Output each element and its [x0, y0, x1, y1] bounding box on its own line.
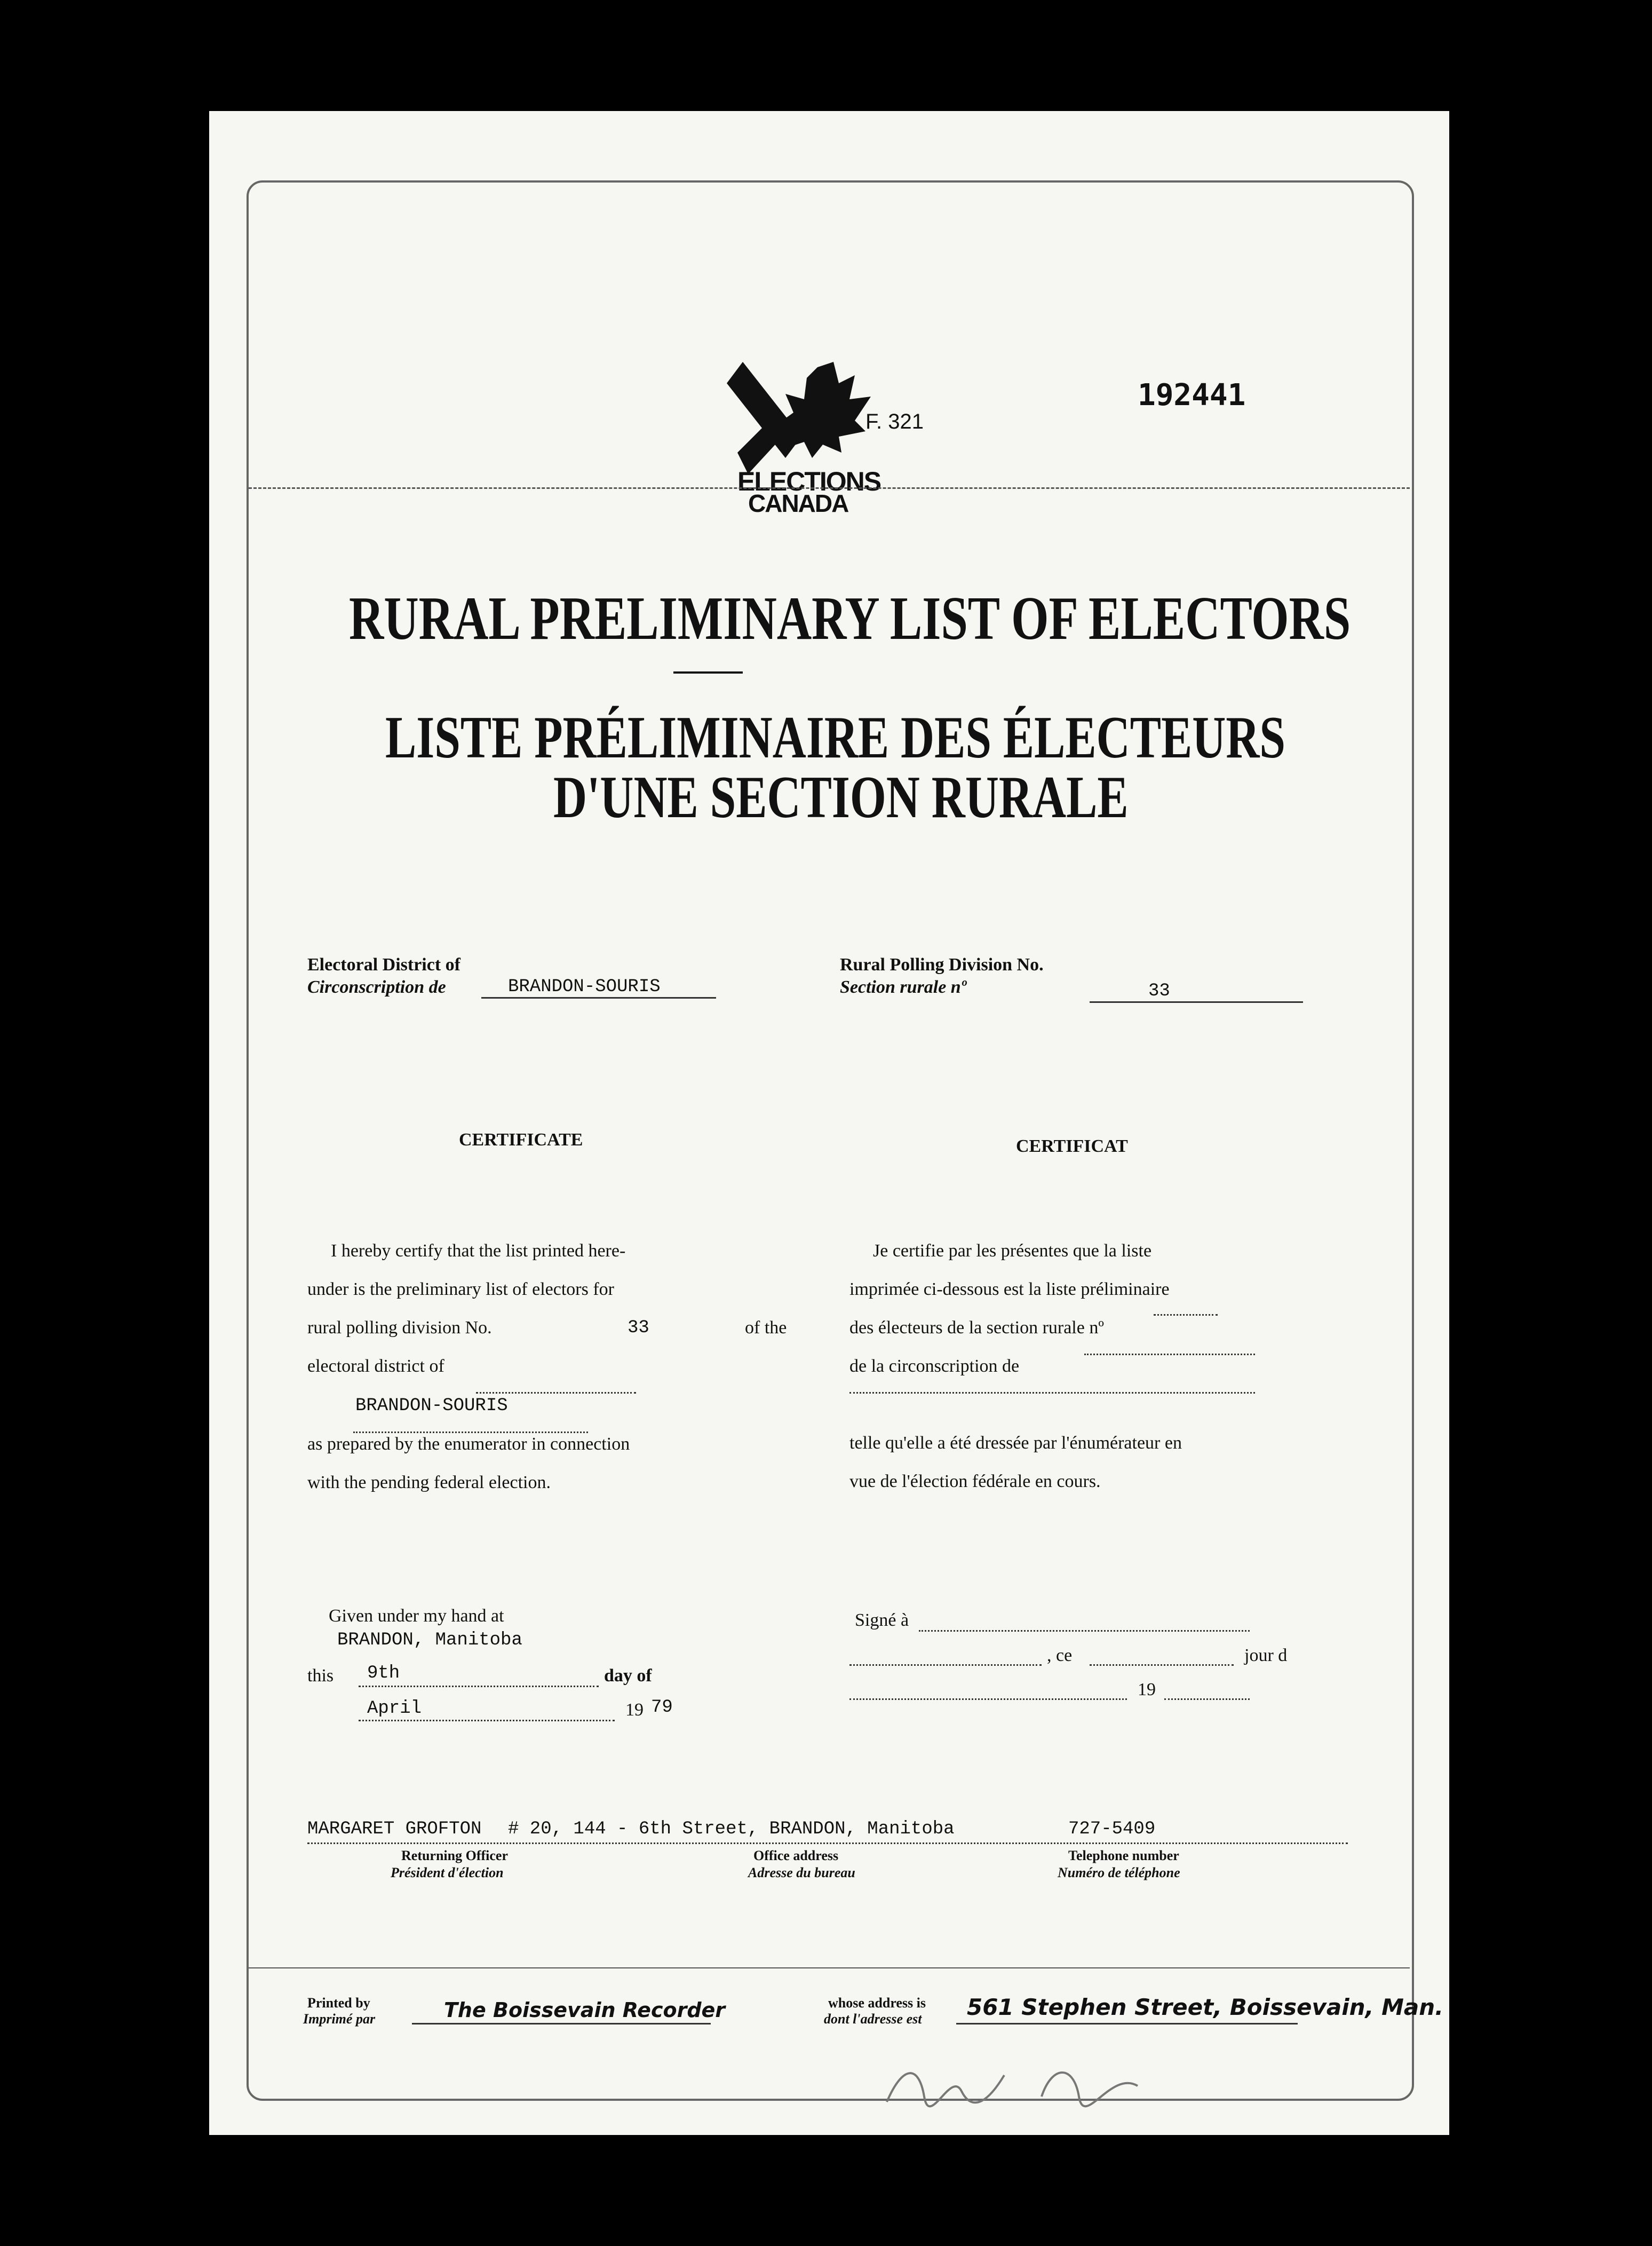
cert-fr-line6: vue de l'élection fédérale en cours.: [849, 1472, 1101, 1491]
printer-name-line: [412, 2023, 711, 2024]
cert-fr-line5: telle qu'elle a été dressée par l'énumérateur en: [849, 1433, 1182, 1453]
printer-address-label-fr: dont l'adresse est: [824, 2011, 922, 2027]
cert-en-dots-district: [476, 1392, 636, 1394]
signed-label: Signé à: [855, 1610, 909, 1630]
form-number: F. 321: [865, 410, 924, 433]
cert-fr-line4: de la circonscription de: [849, 1356, 1020, 1376]
signature-scribble-icon: [881, 2054, 1159, 2118]
year-value: 79: [651, 1697, 673, 1718]
month-dots: [359, 1720, 615, 1721]
certificate-heading-fr: CERTIFICAT: [1016, 1136, 1128, 1156]
year-prefix-en: 19: [625, 1700, 644, 1720]
electoral-district-label-en: Electoral District of: [307, 955, 460, 975]
day-value: 9th: [367, 1663, 400, 1683]
officer-phone: 727-5409: [1068, 1819, 1156, 1839]
printer-name: The Boissevain Recorder: [444, 1998, 726, 2022]
electoral-district-value: BRANDON-SOURIS: [508, 977, 661, 997]
ce-dots-1: [849, 1664, 1042, 1666]
header-divider: [249, 487, 1410, 489]
cert-en-line3: rural polling division No. 33 of the: [307, 1318, 787, 1338]
cert-fr-dots-district2: [849, 1392, 1255, 1394]
signed-dots: [919, 1630, 1250, 1632]
officer-name: MARGARET GROFTON: [307, 1819, 482, 1839]
year-fr-dots: [1164, 1698, 1250, 1700]
telephone-label-en: Telephone number: [1068, 1848, 1179, 1863]
printer-address-label-en: whose address is: [828, 1995, 926, 2011]
ce-dots-2: [1090, 1664, 1234, 1666]
cert-fr-dots-division: [1154, 1314, 1218, 1316]
title-rule: [673, 671, 743, 674]
cert-fr-line3: des électeurs de la section rurale nº: [849, 1318, 1104, 1338]
cert-en-line6: with the pending federal election.: [307, 1473, 551, 1492]
officer-dots: [307, 1842, 1348, 1844]
serial-number: 192441: [1138, 378, 1246, 413]
cert-en-dots-district2: [353, 1432, 588, 1433]
given-label: Given under my hand at: [329, 1606, 504, 1626]
this-label: this: [307, 1666, 334, 1686]
month-value: April: [367, 1698, 422, 1719]
title-french-line1: LISTE PRÉLIMINAIRE DES ÉLECTEURS: [385, 705, 1286, 771]
district-underline: [481, 997, 716, 999]
printed-by-label-en: Printed by: [307, 1995, 370, 2011]
certificate-text-en: [307, 1232, 820, 1502]
day-of-label: day of: [604, 1666, 652, 1686]
officer-address: # 20, 144 - 6th Street, BRANDON, Manitoba: [508, 1819, 955, 1839]
ce-label: , ce: [1047, 1646, 1073, 1665]
polling-division-label-fr: Section rurale nº: [840, 977, 966, 997]
electoral-district-label-fr: Circonscription de: [307, 977, 446, 997]
footer-divider: [249, 1967, 1410, 1968]
title-english: RURAL PRELIMINARY LIST OF ELECTORS: [349, 584, 1351, 653]
printer-address-line: [956, 2023, 1298, 2024]
polling-division-value: 33: [1148, 981, 1170, 1001]
cert-fr-dots-district: [1084, 1354, 1255, 1355]
cert-en-line5: as prepared by the enumerator in connection: [307, 1434, 630, 1454]
office-address-label-fr: Adresse du bureau: [748, 1865, 855, 1880]
certificate-heading-en: CERTIFICATE: [459, 1130, 583, 1150]
agency-name-line1: ELECTIONS: [737, 466, 881, 496]
cert-en-line4: electoral district of: [307, 1356, 444, 1376]
title-french-line2: D'UNE SECTION RURALE: [553, 764, 1129, 831]
month-fr-dots: [849, 1698, 1127, 1700]
cert-fr-line1: Je certifie par les présentes que la liste: [873, 1241, 1152, 1261]
certificate-text-fr: [849, 1232, 1362, 1501]
returning-officer-label-fr: Président d'élection: [391, 1865, 504, 1880]
printer-address: 561 Stephen Street, Boissevain, Man.: [967, 1994, 1444, 2020]
given-place: BRANDON, Manitoba: [337, 1630, 522, 1650]
telephone-label-fr: Numéro de téléphone: [1058, 1865, 1180, 1880]
agency-name-line2: CANADA: [748, 489, 848, 517]
office-address-label-en: Office address: [753, 1848, 839, 1863]
day-dots: [359, 1686, 599, 1687]
cert-en-line4b: BRANDON-SOURIS: [355, 1396, 508, 1416]
document-page: [209, 111, 1449, 2135]
polling-division-label-en: Rural Polling Division No.: [840, 955, 1044, 975]
jour-label: jour d: [1244, 1646, 1288, 1665]
printed-by-label-fr: Imprimé par: [303, 2011, 376, 2027]
returning-officer-label-en: Returning Officer: [401, 1848, 509, 1863]
cert-fr-line2: imprimée ci-dessous est la liste préliminaire: [849, 1279, 1170, 1299]
year-prefix-fr: 19: [1138, 1680, 1156, 1699]
division-underline: [1090, 1001, 1303, 1003]
cert-en-line2: under is the preliminary list of electors for: [307, 1279, 614, 1299]
cert-en-line1: I hereby certify that the list printed here-: [331, 1241, 626, 1261]
